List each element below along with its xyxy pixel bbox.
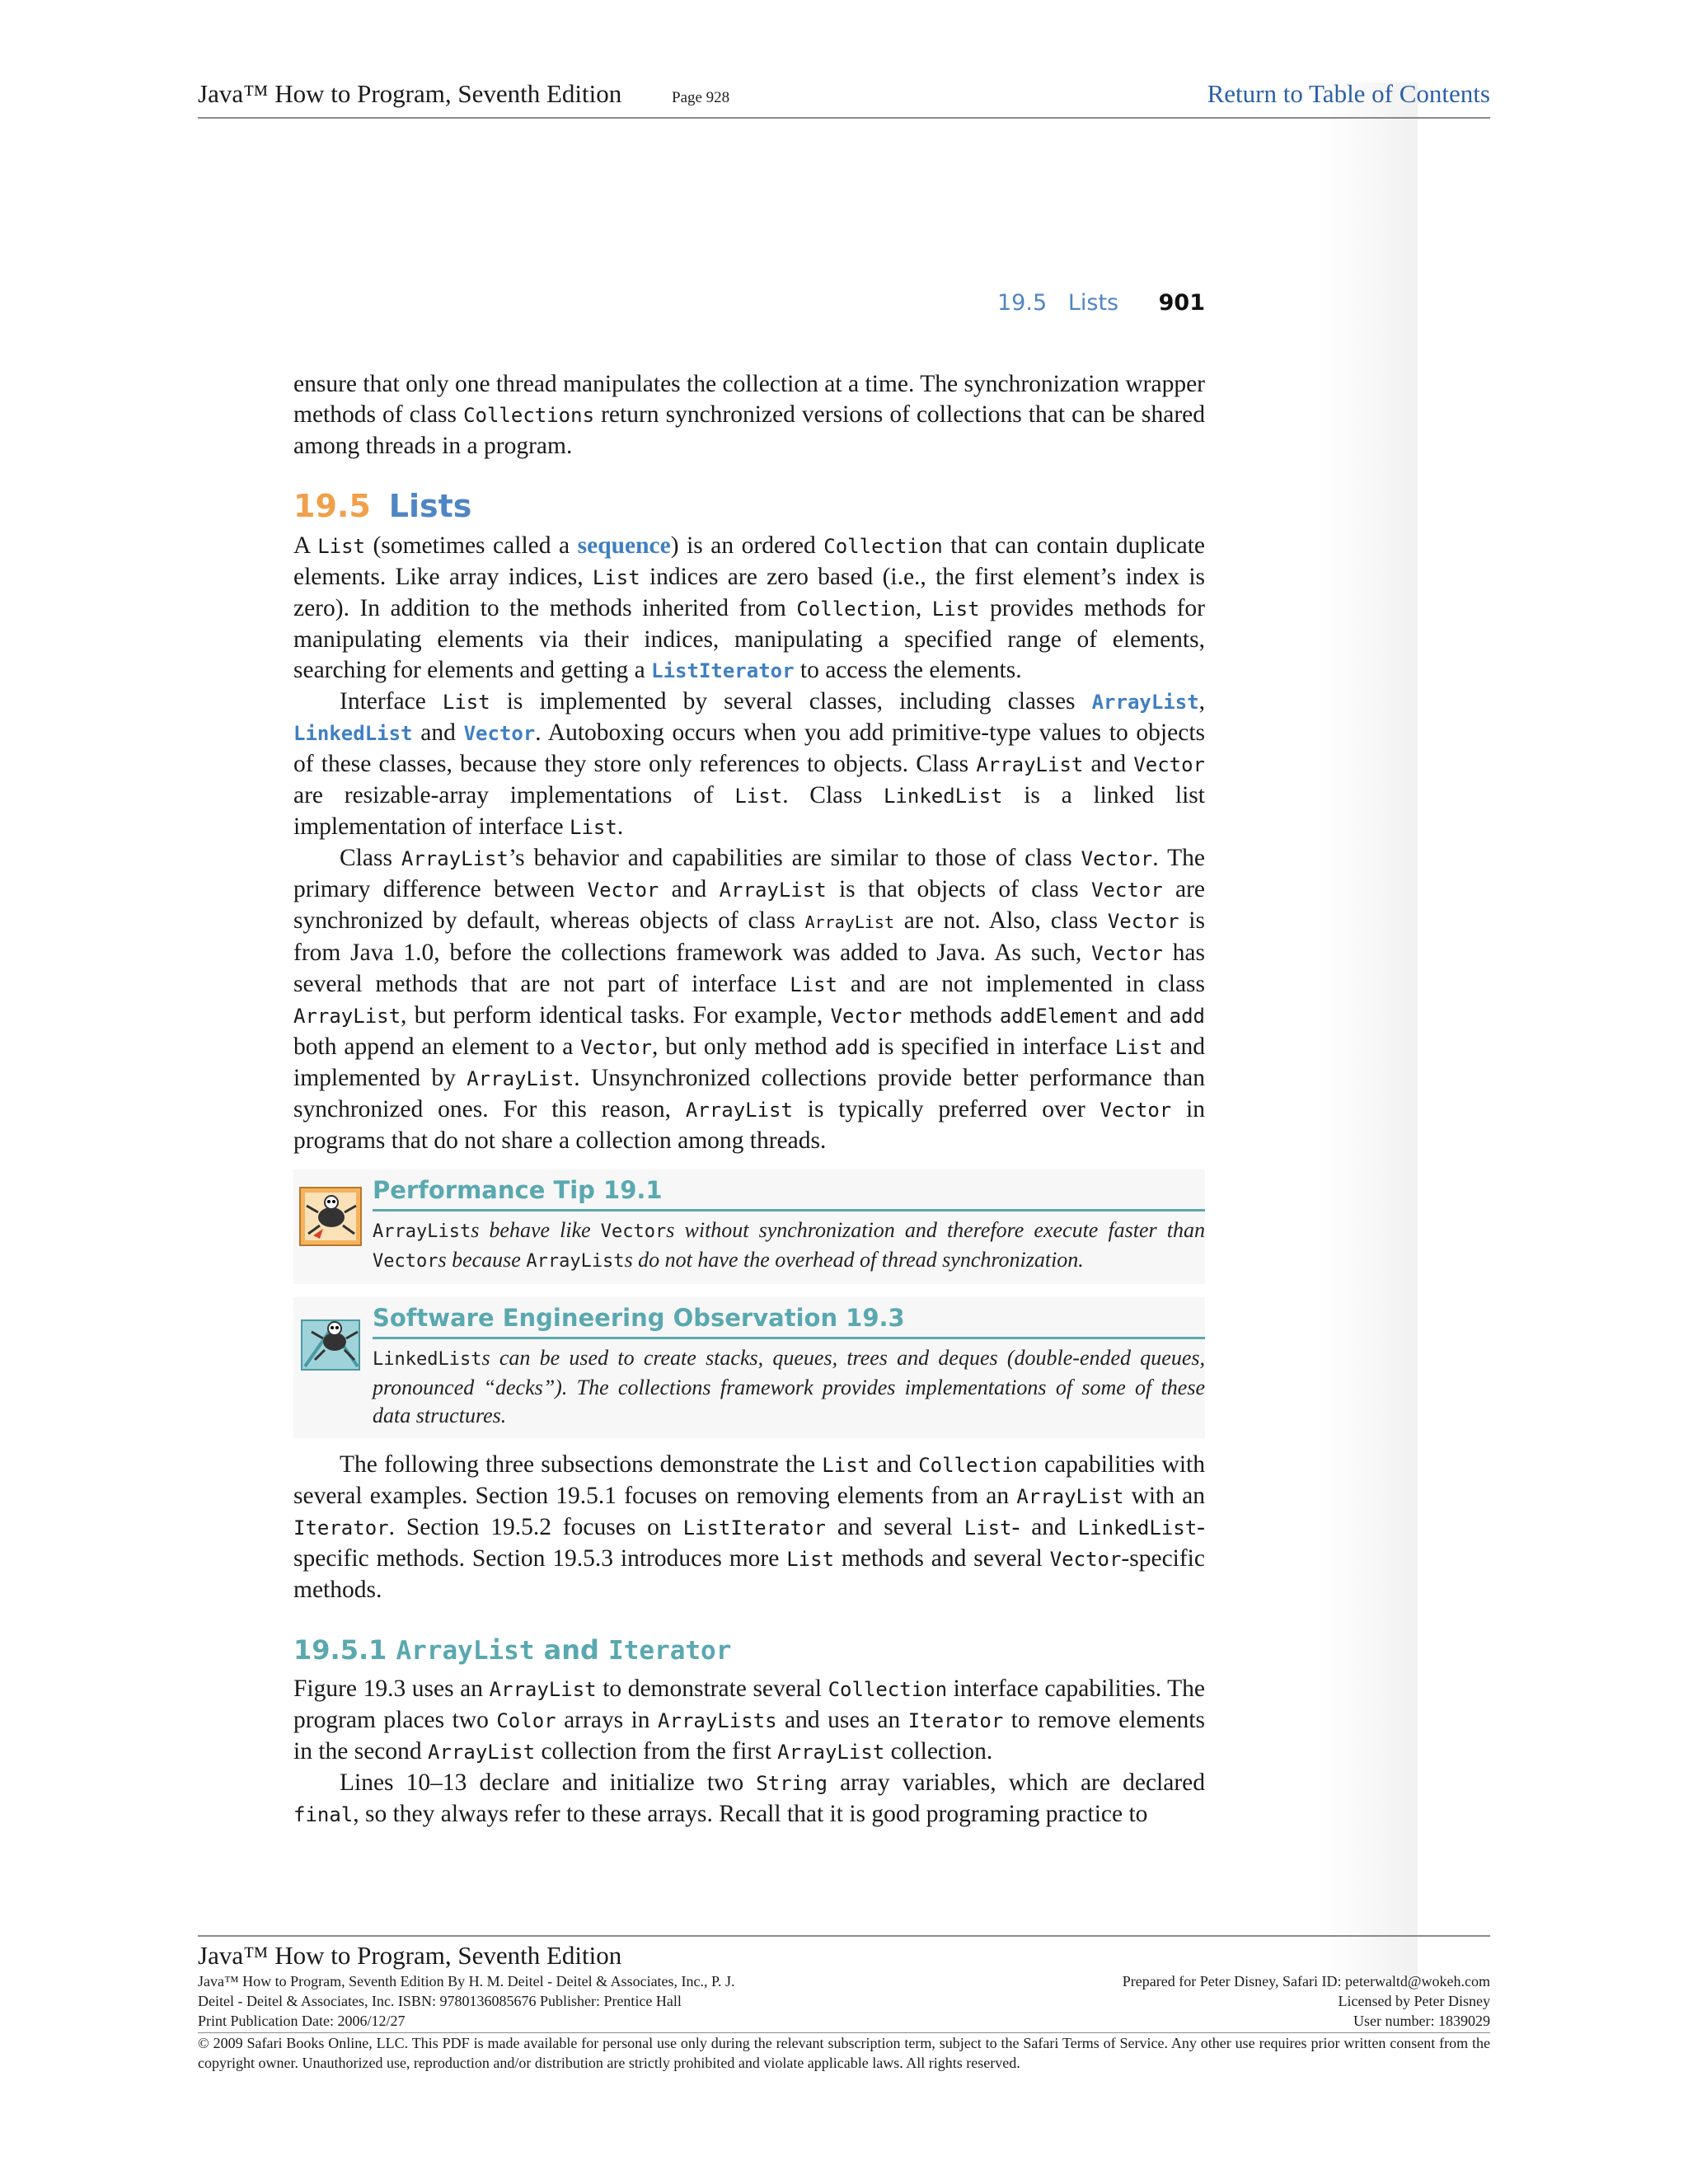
footer-line-1-left: Java™ How to Program, Seventh Edition By H. M. Deitel - Deitel & Associates, Inc., P. J.	[198, 1973, 735, 1990]
term-sequence: sequence	[577, 532, 671, 559]
footer	[198, 1935, 1490, 2073]
footer-line-2-left: Deitel - Deitel & Associates, Inc. ISBN: 9780136085676 Publisher: Prentice Hall	[198, 1993, 682, 2009]
footer-line-3-left: Print Publication Date: 2006/12/27	[198, 2013, 406, 2029]
paragraph-1: ensure that only one thread manipulates the collection at a time. The synchronization wrapper methods of class Collections return synchronized versions of collections that can be shared among threads in a program.	[293, 371, 1205, 459]
software-engineering-observation	[293, 1297, 1205, 1438]
observation-body: LinkedLists can be used to create stacks, queues, trees and deques (double-ended queues, pronounced “decks”). The collections framework provides implementations of some of these data structures.	[373, 1346, 1205, 1427]
section-title: Lists	[388, 488, 472, 524]
footer-line-3-right: User number: 1839029	[1353, 2013, 1490, 2029]
performance-bug-icon	[298, 1184, 364, 1250]
book-title: Java™ How to Program, Seventh Edition	[198, 79, 622, 108]
page-edge-shade	[1319, 82, 1418, 1978]
observation-title: Software Engineering Observation 19.3	[373, 1301, 1205, 1339]
performance-tip-body: ArrayLists behave like Vectors without synchronization and therefore execute faster than Vectors because ArrayLists do not have the overhead of thread synchronization.	[373, 1218, 1205, 1272]
footer-copyright: © 2009 Safari Books Online, LLC. This PDF is made available for personal use only during the relevant subscription term, subject to the Safari Terms of Service. Any other use requires prior written consent from the copyright owner. Unauthorized use, reproduction and/or distribution are strictly prohibited and violate applicable laws. All rights reserved.	[198, 2035, 1490, 2071]
toc-link[interactable]: Return to Table of Contents	[1207, 79, 1490, 108]
engineering-bug-icon	[298, 1312, 364, 1378]
paragraph-6: Figure 19.3 uses an ArrayList to demonstrate several Collection interface capabilities. The program places two Color arrays in ArrayLists and uses an Iterator to remove elements in the second ArrayList collection from the first ArrayList collection.	[293, 1675, 1205, 1765]
paragraph-2: A List (sometimes called a sequence) is an ordered Collection that can contain duplicate elements. Like array indices, List indices are zero based (i.e., the first element’s index is zero). In addition to the methods inherited from Collection, List provides methods for manipulating elements via their indices, manipulating a specified range of elements, searching for elements and getting a ListIterator to access the elements.	[293, 532, 1205, 683]
term-listiterator: ListIterator	[651, 659, 795, 682]
performance-tip	[293, 1169, 1205, 1284]
paragraph-7: Lines 10–13 declare and initialize two String array variables, which are declared final, so they always refer to these arrays. Recall that it is good programing practice to	[293, 1769, 1205, 1827]
running-head	[907, 290, 1205, 323]
running-head-page-number: 901	[1158, 290, 1205, 316]
page-content	[293, 369, 1205, 1830]
performance-tip-title: Performance Tip 19.1	[373, 1173, 1205, 1212]
footer-title: Java™ How to Program, Seventh Edition	[198, 1941, 622, 1970]
running-head-section: 19.5 Lists	[997, 290, 1119, 316]
subsection-heading: 19.5.1 ArrayList and Iterator	[293, 1634, 732, 1666]
paragraph-5: The following three subsections demonstrate the List and Collection capabilities with several examples. Section 19.5.1 focuses on removing elements from an ArrayList with an Iterator. Section 19.5.2 focuses on ListIterator and several List- and LinkedList-specific methods. Section 19.5.3 introduces more List methods and several Vector-specific methods.	[293, 1451, 1205, 1603]
footer-line-2-right: Licensed by Peter Disney	[1338, 1993, 1490, 2009]
footer-line-1-right: Prepared for Peter Disney, Safari ID: peterwaltd@wokeh.com	[1122, 1973, 1490, 1990]
section-heading	[293, 486, 1205, 526]
paragraph-4: Class ArrayList’s behavior and capabilities are similar to those of class Vector. The primary difference between Vector and ArrayList is that objects of class Vector are synchronized by default, whereas objects of class ArrayList are not. Also, class Vector is from Java 1.0, before the collections framework was added to Java. As such, Vector has several methods that are not part of interface List and are not implemented in class ArrayList, but perform identical tasks. For example, Vector methods addElement and add both append an element to a Vector, but only method add is specified in interface List and implemented by ArrayList. Unsynchronized collections provide better performance than synchronized ones. For this reason, ArrayList is typically preferred over Vector in programs that do not share a collection among threads.	[293, 845, 1206, 1154]
top-header	[198, 76, 1490, 119]
section-number: 19.5	[293, 488, 371, 524]
paragraph-3: Interface List is implemented by several classes, including classes ArrayList, LinkedList and Vector. Autoboxing occurs when you add primitive-type values to objects of these classes, because they store only references to objects. Class ArrayList and Vector are resizable-array implementations of List. Class LinkedList is a linked list implementation of interface List.	[293, 688, 1206, 840]
page-label: Page 928	[672, 89, 730, 106]
